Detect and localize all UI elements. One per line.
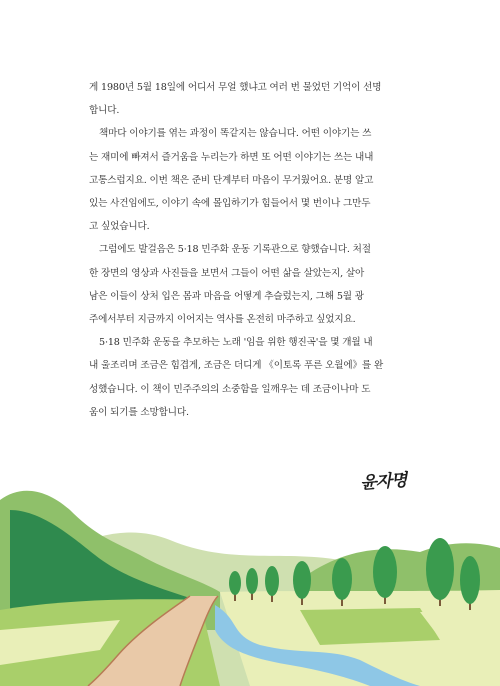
tree-crown <box>246 568 258 594</box>
paragraph-4 <box>89 331 417 424</box>
tree-crown <box>373 546 397 598</box>
tree-crown <box>229 571 241 595</box>
text-line: 그럼에도 발걸음은 5·18 민주화 운동 기록관으로 향했습니다. 처절 <box>99 244 371 256</box>
text-line: 성했습니다. 이 책이 민주주의의 소중함을 일깨우는 데 조금이나마 도 <box>89 383 371 395</box>
paragraph-3 <box>89 238 417 331</box>
text-line: 주에서부터 지금까지 이어지는 역사를 온전히 마주하고 싶었지요. <box>89 314 356 326</box>
tree-crown <box>332 558 352 600</box>
text-line: 합니다. <box>89 105 120 117</box>
tree-crown <box>293 561 311 599</box>
afterword-text <box>89 76 417 424</box>
text-line: 책마다 이야기를 엮는 과정이 똑같지는 않습니다. 어떤 이야기는 쓰 <box>99 128 372 140</box>
tree-crown <box>460 556 480 604</box>
text-line: 있는 사건임에도, 이야기 속에 몰입하기가 힘들어서 몇 번이나 그만두 <box>89 198 371 210</box>
text-line: 고통스럽지요. 이번 책은 준비 단계부터 마음이 무거웠어요. 분명 알고 <box>89 174 374 186</box>
text-line: 게 1980년 5월 18일에 어디서 무얼 했냐고 여러 번 물었던 기억이 선명 <box>89 82 382 93</box>
tree-crown <box>426 538 454 600</box>
text-line: 5·18 민주화 운동을 추모하는 노래 '임을 위한 행진곡'을 몇 개월 내 <box>99 337 373 349</box>
paragraph-2 <box>89 122 417 238</box>
paragraph-1 <box>89 76 417 122</box>
field-patch <box>300 608 440 645</box>
text-line: 내 울조리며 조금은 힘겹게, 조금은 더디게 《이토록 푸른 오월에》를 완 <box>89 360 384 372</box>
author-signature: 윤자명 <box>359 470 408 494</box>
text-line: 한 장면의 영상과 사진들을 보면서 그들이 어떤 삶을 살았는지, 살아 <box>89 267 365 279</box>
tree-crown <box>265 566 279 596</box>
text-line: 남은 이들이 상처 입은 몸과 마음을 어떻게 추슬렀는지, 그해 5월 광 <box>89 290 364 302</box>
text-line: 는 재미에 빠져서 즐거움을 누리는가 하면 또 어떤 이야기는 쓰는 내내 <box>89 151 374 163</box>
text-line: 움이 되기를 소망합니다. <box>89 406 189 418</box>
landscape-illustration <box>0 480 500 686</box>
text-line: 고 싶었습니다. <box>89 221 150 233</box>
